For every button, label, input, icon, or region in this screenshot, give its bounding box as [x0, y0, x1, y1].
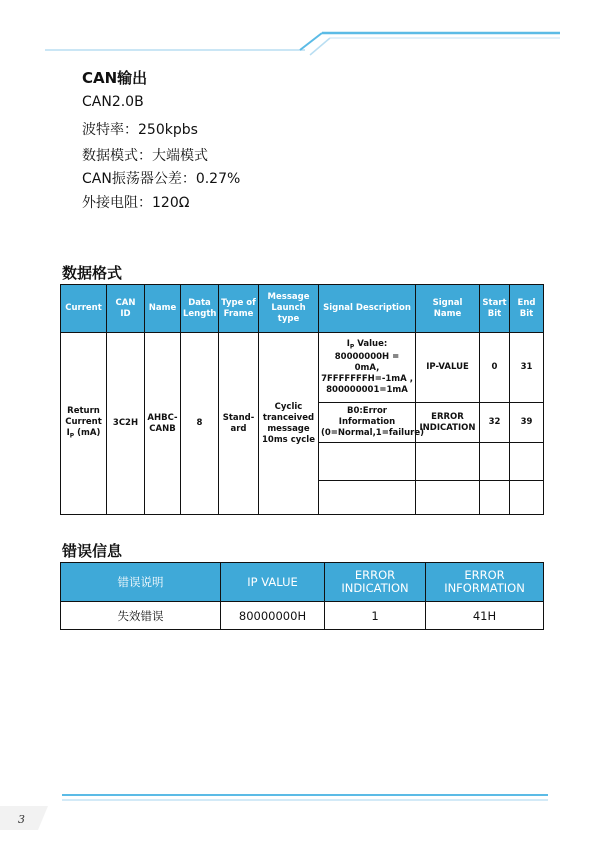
can-line-data-mode: 数据模式：大端模式: [82, 148, 208, 164]
err-cell-description: 失效错误: [61, 602, 221, 630]
error-info-title: 错误信息: [62, 542, 123, 560]
page-number: 3: [18, 813, 25, 826]
cell-start-bit-0: 0: [480, 333, 510, 403]
cell-signal-name-1: ERROR INDICATION: [416, 403, 480, 443]
cell-signal-name-0: IP-VALUE: [416, 333, 480, 403]
cell-message-launch-type: Cyclic tranceived message 10ms cycle: [259, 333, 319, 515]
header-data-length: Data Length: [181, 285, 219, 333]
cell-end-bit-0: 31: [510, 333, 544, 403]
cell-current-sub: P: [69, 432, 75, 440]
header-current: Current: [61, 285, 107, 333]
can-line-oscillator: CAN振荡器公差：0.27%: [82, 171, 241, 187]
cell-current-unit: (mA): [74, 427, 101, 438]
err-cell-error-indication: 1: [325, 602, 426, 630]
header-name: Name: [145, 285, 181, 333]
header-can-id: CAN ID: [107, 285, 145, 333]
signal-desc-text: Value: 80000000H = 0mA, 7FFFFFFFH=-1mA , 800000001=1mA: [321, 338, 413, 396]
data-format-title: 数据格式: [62, 264, 123, 282]
header-start-bit: Start Bit: [480, 285, 510, 333]
cell-data-length: 8: [181, 333, 219, 515]
err-header-error-indication: ERROR INDICATION: [325, 563, 426, 602]
header-signal-name: Signal Name: [416, 285, 480, 333]
err-cell-ip-value: 80000000H: [221, 602, 325, 630]
can-output-title: CAN输出: [82, 69, 148, 87]
err-header-ip-value: IP VALUE: [221, 563, 325, 602]
err-header-error-information: ERROR INFORMATION: [426, 563, 544, 602]
signal-desc-prefix: I: [346, 338, 350, 349]
header-signal-description: Signal Description: [319, 285, 416, 333]
header-message-launch-type: Message Launch type: [259, 285, 319, 333]
cell-type-of-frame: Stand-ard: [219, 333, 259, 515]
header-type-of-frame: Type of Frame: [219, 285, 259, 333]
cell-end-bit-1: 39: [510, 403, 544, 443]
cell-current-text: Return Current I: [65, 405, 102, 438]
err-header-description: 错误说明: [61, 563, 221, 602]
cell-name: AHBC-CANB: [145, 333, 181, 515]
can-line-protocol: CAN2.0B: [82, 94, 144, 110]
err-cell-error-information: 41H: [426, 602, 544, 630]
cell-can-id: 3C2H: [107, 333, 145, 515]
can-line-baudrate: 波特率：250kpbs: [82, 122, 198, 138]
header-end-bit: End Bit: [510, 285, 544, 333]
signal-desc-sub: P: [349, 343, 355, 351]
can-line-resistor: 外接电阻：120Ω: [82, 195, 190, 211]
cell-signal-description-1: B0:Error Information (0=Normal,1=failure): [319, 403, 416, 443]
cell-start-bit-1: 32: [480, 403, 510, 443]
